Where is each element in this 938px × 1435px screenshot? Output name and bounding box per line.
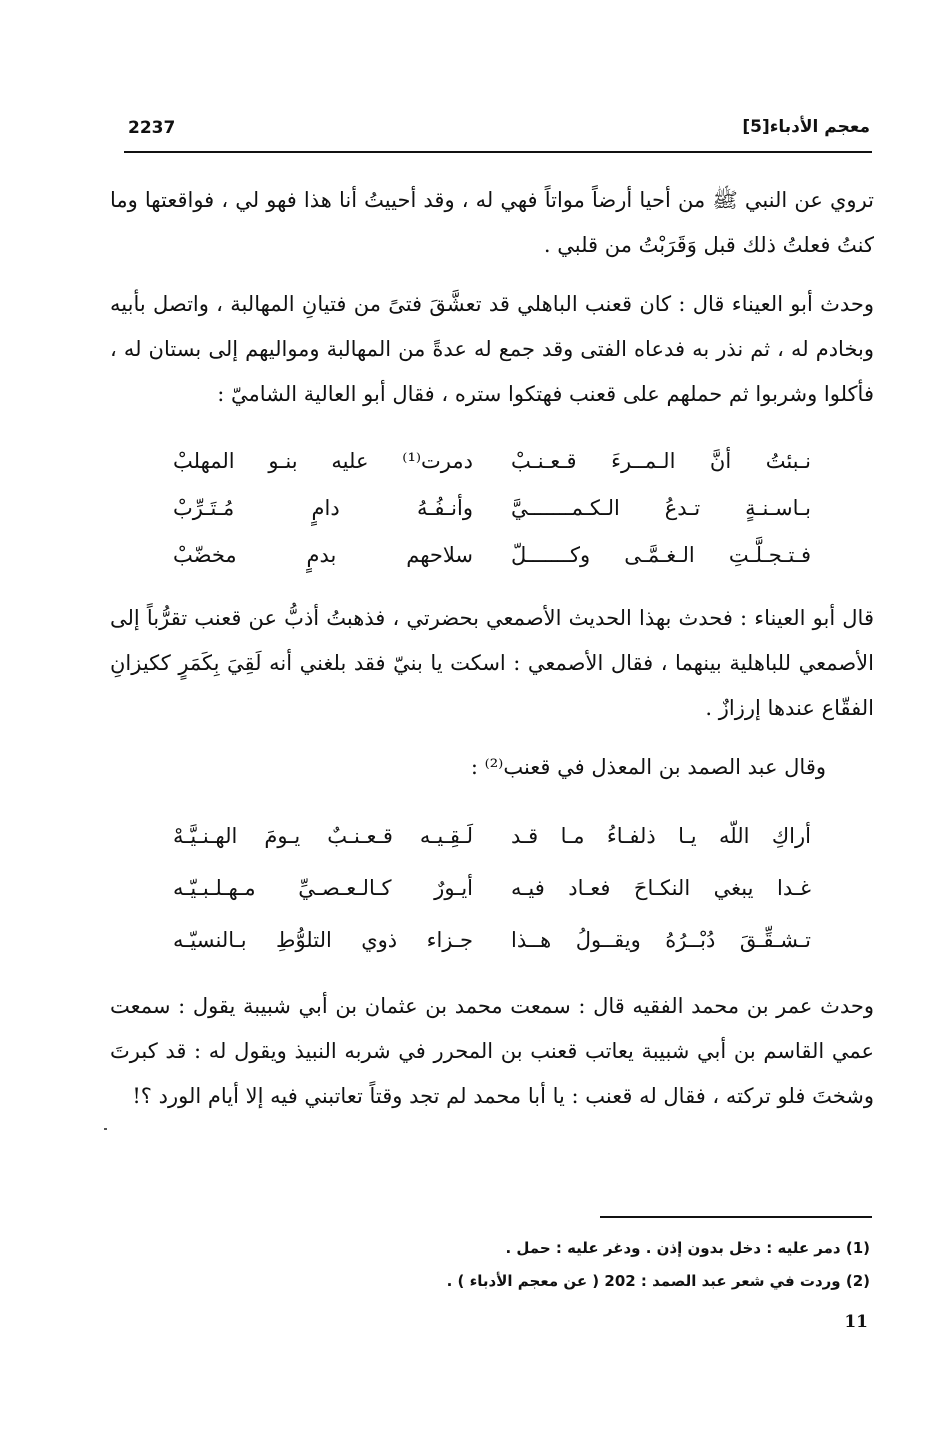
verse-second-hemistich: جـزاء ذوي التلوُّطِ بـالنسيّـه (173, 928, 473, 952)
page-header (0, 0, 938, 160)
verse-line (110, 862, 874, 914)
header-rule (124, 151, 872, 153)
verse-first-hemistich: نـبئتُ أنَّ الـمــرءَ قـعـنـبْ (511, 448, 811, 473)
poem-2-intro: وقال عبد الصمد بن المعذل في قعنب⁽²⁾ : (470, 755, 826, 779)
verse-first-hemistich: بـاسـنـةٍ تـدعُ الـكـمـــــــيَّ (511, 495, 811, 520)
verse-second-hemistich: سلاحهم بدمٍ مخضّبْ (173, 542, 473, 567)
verse-line (110, 914, 874, 966)
paragraph-2: وحدث أبو العيناء قال : كان قعنب الباهلي قد تعشَّقَ فتىً من فتيانِ المهالبة ، واتصل بأبيه وبخادم له ، ثم نذر به فدعاه الفتى وقد جمع له عدةً من المهالبة ومواليهم إلى بستان له ، فأكلوا وشربوا ثم حملهم على قعنب فهتكوا ستره ، فقال أبو العالية الشاميّ : (110, 292, 874, 406)
verse-second-hemistich: أيـورٌ كـالـعـصـيِّ مـهـلـبـيّـه (173, 876, 473, 900)
verse-second-hemistich: لَـقِـيـه قـعـنـبٌ يـومَ الهـنـيَّـهْ (173, 824, 473, 848)
verse-line (110, 437, 874, 484)
poem-1 (110, 437, 874, 578)
header-page-number: 2237 (128, 118, 176, 138)
verse-second-hemistich: وأنـفُـهُ دامٍ مُـتَـرِّبْ (173, 495, 473, 520)
verse-first-hemistich: غـدا يبغي النكـاحَ فعـاد فيـه (511, 876, 811, 900)
verse-first-hemistich: تـشـقِّـقَ دُبْــرُهُ ويقــولُ هــذا (511, 928, 811, 952)
footnote-2: (2) وردت في شعر عبد الصمد : 202 ( عن معجم الأدباء ) . (446, 1272, 870, 1290)
paragraph-1: تروي عن النبي ﷺ من أحيا أرضاً مواتاً فهي له ، وقد أحييتُ أنا هذا فهو لي ، فواقعتها وما كنتُ فعلتُ ذلك قبل وَقَرَبْتُ من قلبي . (110, 188, 874, 257)
verse-first-hemistich: أراكِ اللّه يـا ذلفـاءُ مـا قـد (511, 824, 811, 848)
footnote-1: (1) دمر عليه : دخل بدون إذن . ودغر عليه : حمل . (505, 1239, 870, 1257)
footer-page-number: 11 (844, 1312, 868, 1332)
verse-first-hemistich: فـتـجـلَّـتِ الـغـمَّـى وكـــــــلّ (511, 542, 811, 567)
poem-2 (110, 810, 874, 966)
running-title: معجم الأدباء[5] (742, 117, 870, 137)
verse-line (110, 531, 874, 578)
scan-speck (104, 1128, 107, 1130)
footnote-rule (600, 1216, 872, 1218)
verse-second-hemistich: دمرت⁽¹⁾ عليه بنـو المهلبْ (173, 448, 473, 473)
verse-line (110, 484, 874, 531)
verse-line (110, 810, 874, 862)
footnotes (110, 1232, 870, 1298)
main-text (110, 178, 874, 1127)
paragraph-4: وحدث عمر بن محمد الفقيه قال : سمعت محمد بن عثمان بن أبي شبيبة يقول : سمعت عمي القاسم بن أبي شبيبة يعاتب قعنب بن المحرر في شربه النبيذ ويقول له : قد كبرتَ وشختَ فلو تركته ، فقال له قعنب : يا أبا محمد لم تجد وقتاً تعاتبني فيه إلا أيام الورد ؟! (110, 994, 874, 1108)
paragraph-3: قال أبو العيناء : فحدث بهذا الحديث الأصمعي بحضرتي ، فذهبتُ أذبُّ عن قعنب تقرُّباً إلى الأصمعي للباهلية بينهما ، فقال الأصمعي : اسكت يا بنيّ فقد بلغني أنه لَقِيَ بِكَمَرٍ ككيزانِ الفقّاع عندها إرزازٌ . (110, 606, 874, 720)
